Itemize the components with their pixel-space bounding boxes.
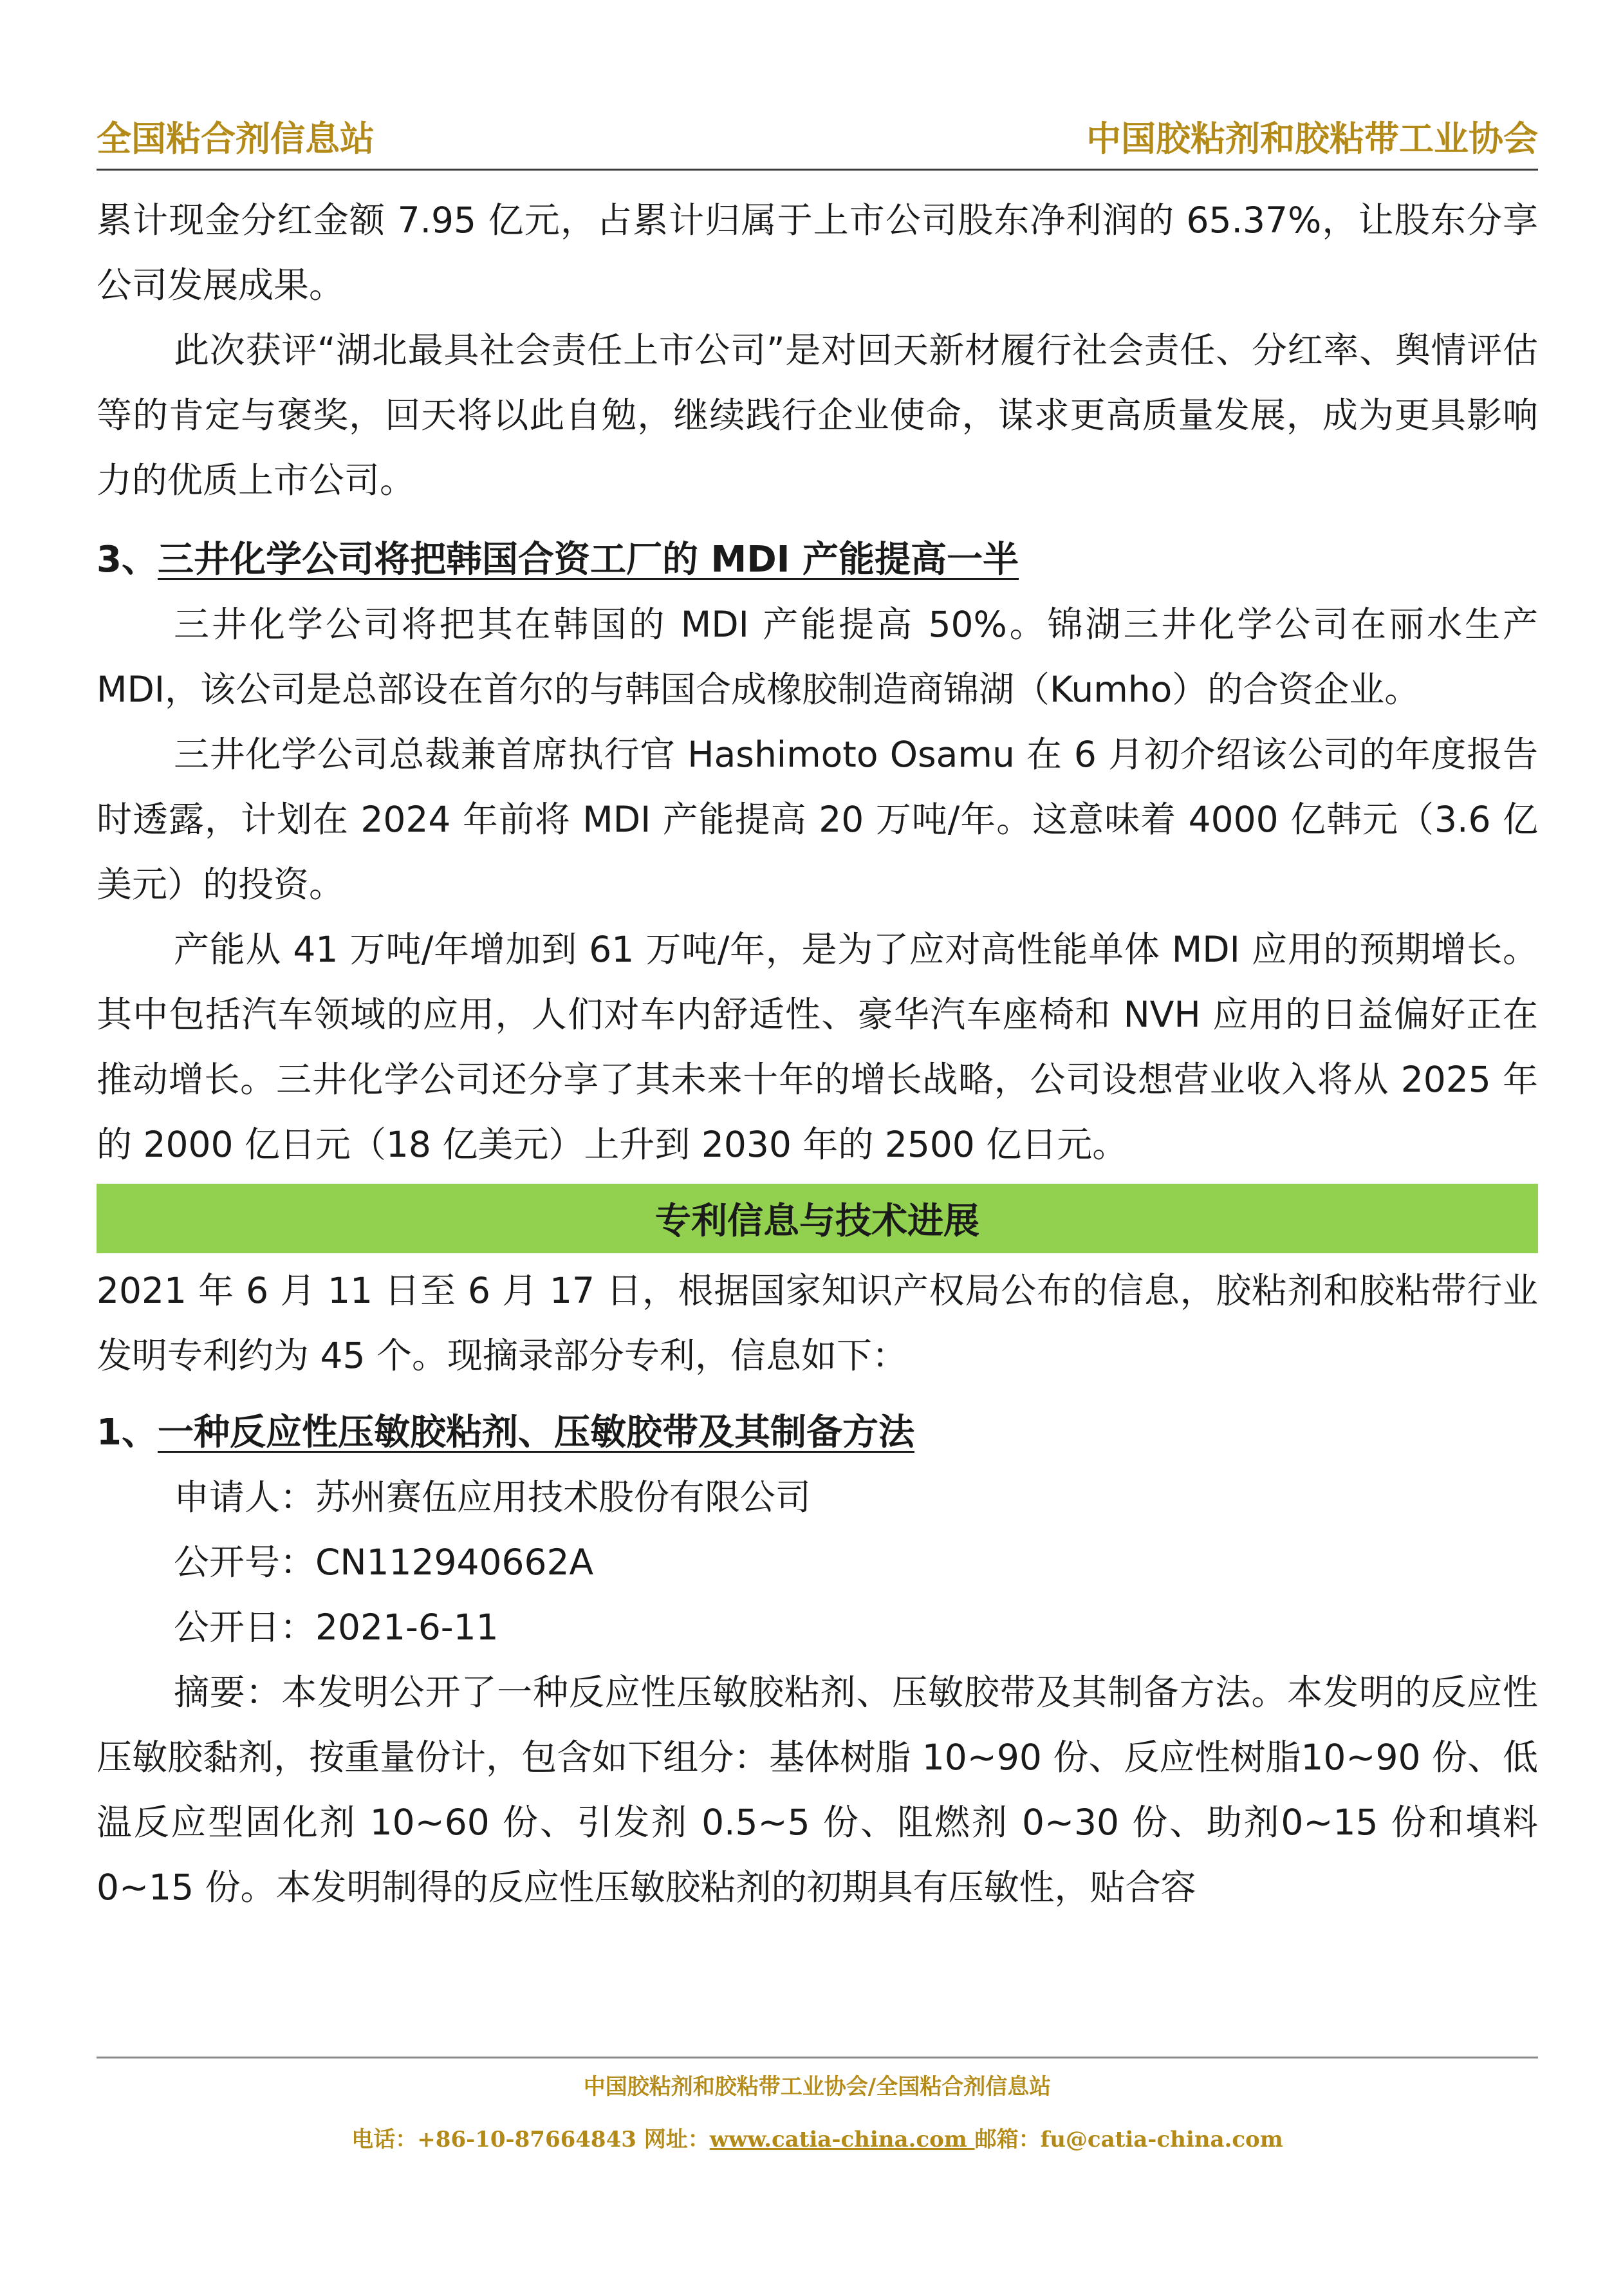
paragraph-patent-intro: 2021 年 6 月 11 日至 6 月 17 日，根据国家知识产权局公布的信息，胶粘剂和胶粘带行业发明专利约为 45 个。现摘录部分专利，信息如下： (97, 1270, 1538, 1376)
paragraph-award: 此次获评“湖北最具社会责任上市公司”是对回天新材履行社会责任、分红率、舆情评估等的肯定与褒奖，回天将以此自勉，继续践行企业使命，谋求更高质量发展，成为更具影响力的优质上市公司。 (97, 330, 1538, 501)
footer-organization: 中国胶粘剂和胶粘带工业协会/全国粘合剂信息站 (583, 2074, 1052, 2100)
banner-title: 专利信息与技术进展 (655, 1200, 979, 1242)
patent-heading (97, 1400, 1538, 1465)
page-header (97, 109, 1538, 171)
paragraph-dividend: 累计现金分红金额 7.95 亿元，占累计归属于上市公司股东净利润的 65.37%，让股东分享公司发展成果。 (97, 200, 1538, 306)
paragraph-mitsui-2: 三井化学公司总裁兼首席执行官 Hashimoto Osamu 在 6 月初介绍该公司的年度报告时透露，计划在 2024 年前将 MDI 产能提高 20 万吨/年。这意味着 4000 亿韩元（3.6 亿美元）的投资。 (97, 734, 1538, 905)
patent-title: 一种反应性压敏胶粘剂、压敏胶带及其制备方法 (157, 1412, 914, 1453)
header-left-title: 全国粘合剂信息站 (97, 118, 375, 159)
footer-phone: 电话：+86-10-87664843 网址： (351, 2127, 710, 2152)
page-footer (97, 2057, 1538, 2156)
section-heading-mitsui (97, 527, 1538, 592)
header-right-title: 中国胶粘剂和胶粘带工业协会 (1086, 118, 1538, 159)
patent-publication-date: 公开日：2021-6-11 (174, 1607, 499, 1648)
document-body (97, 188, 1538, 1920)
section-number: 3、 (97, 539, 158, 581)
patent-number: 1、 (97, 1412, 158, 1453)
section-title: 三井化学公司将把韩国合资工厂的 MDI 产能提高一半 (157, 539, 1019, 581)
section-banner (97, 1184, 1538, 1253)
paragraph-mitsui-3: 产能从 41 万吨/年增加到 61 万吨/年，是为了应对高性能单体 MDI 应用的预期增长。其中包括汽车领域的应用，人们对车内舒适性、豪华汽车座椅和 NVH 应用的日益偏好正在推动增长。三井化学公司还分享了其未来十年的增长战略，公司设想营业收入将从 2025 年的 2000 亿日元（18 亿美元）上升到 2030 年的 2500 亿日元。 (97, 929, 1538, 1165)
patent-abstract: 摘要：本发明公开了一种反应性压敏胶粘剂、压敏胶带及其制备方法。本发明的反应性压敏胶黏剂，按重量份计，包含如下组分：基体树脂 10~90 份、反应性树脂10~90 份、低温反应型固化剂 10~60 份、引发剂 0.5~5 份、阻燃剂 0~30 份、助剂0~15 份和填料 0~15 份。本发明制得的反应性压敏胶粘剂的初期具有压敏性，贴合容 (97, 1672, 1538, 1908)
footer-contact (97, 2123, 1538, 2156)
patent-publication-number: 公开号：CN112940662A (174, 1542, 594, 1583)
paragraph-mitsui-1: 三井化学公司将把其在韩国的 MDI 产能提高 50%。锦湖三井化学公司在丽水生产MDI，该公司是总部设在首尔的与韩国合成橡胶制造商锦湖（Kumho）的合资企业。 (97, 604, 1538, 710)
footer-email: 邮箱：fu@catia-china.com (974, 2127, 1283, 2152)
footer-website-link[interactable]: www.catia-china.com (709, 2127, 975, 2152)
patent-applicant: 申请人：苏州赛伍应用技术股份有限公司 (174, 1477, 812, 1518)
